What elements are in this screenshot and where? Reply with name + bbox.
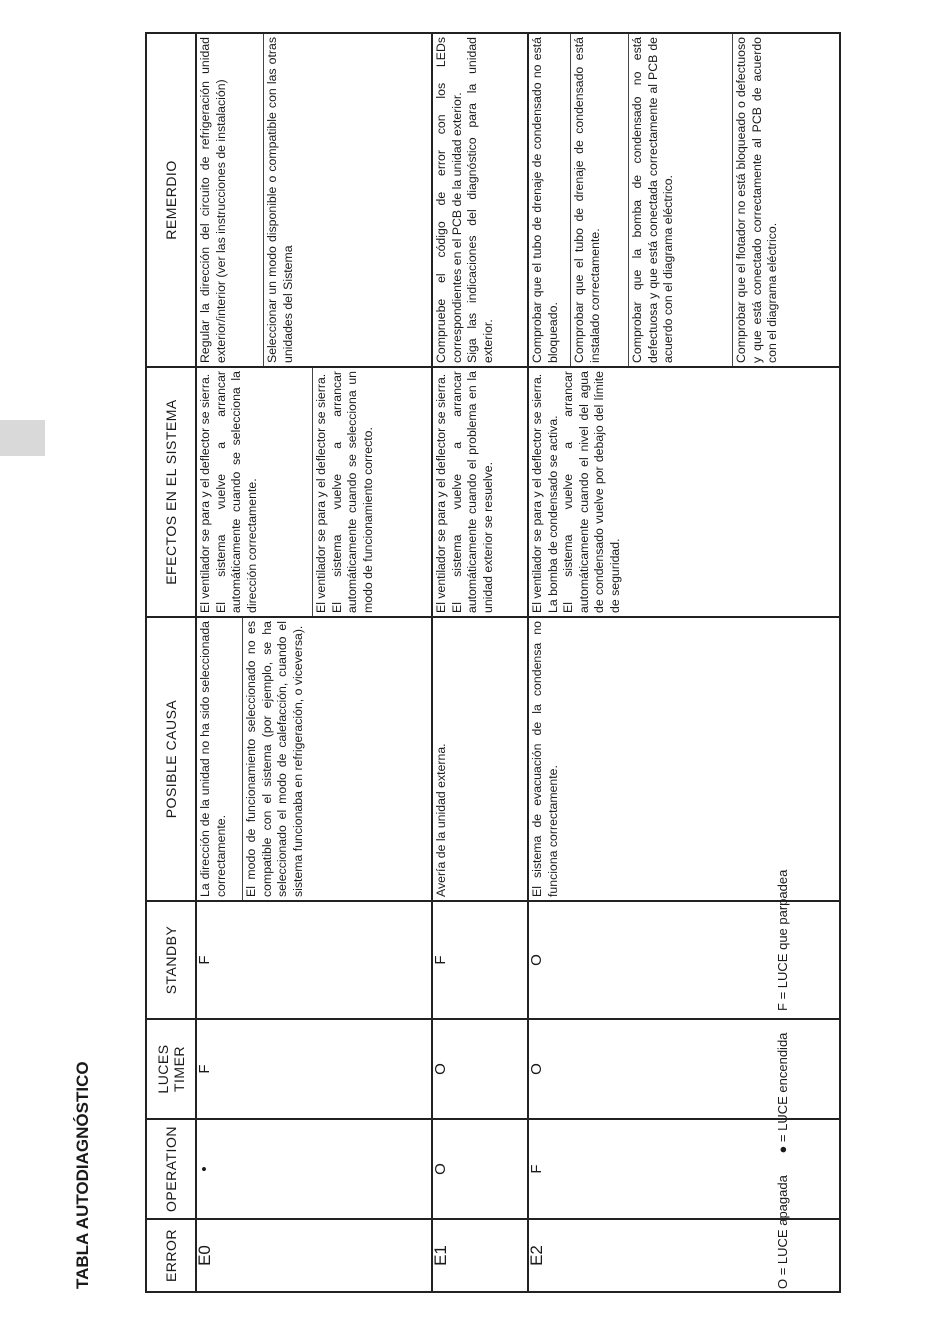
remedy-text: Comprobar que la bomba de condensado no está defectuosa y que está conectada correctamente al PCB de acuerdo con el diagrama eléctrico. [628, 34, 732, 366]
error-code: E0 [196, 1219, 432, 1292]
table-row [528, 33, 840, 1292]
cause-text: El sistema de evacuación de la condensa no funciona correctamente. [530, 621, 560, 897]
header-row [146, 33, 196, 1292]
led-standby: F [432, 901, 528, 1019]
header-error: ERROR [146, 1219, 196, 1292]
cause-text: Avería de la unidad externa. [434, 743, 448, 897]
legend [775, 852, 790, 1289]
error-code: E2 [528, 1219, 840, 1292]
cause-cell [432, 617, 528, 901]
led-operation: F [528, 1119, 840, 1219]
remedy-cell [528, 33, 840, 367]
legend-blink: F = LUCE que parpadea [775, 869, 790, 1011]
remedy-text: Compruebe el código de error con los LEDs correspondientes en el PCB de la unidad exterior. Siga las indicaciones del diagnóstico para la unidad exterior. [434, 37, 495, 363]
led-operation: O [432, 1119, 528, 1219]
effects-text: El ventilador se para y el deflector se sierra. La bomba de condensado se activa. El sistema vuelve a arrancar automáticamente cuando el nivel del agua de condensado vuelve por debajo del límite de seguridad. [530, 371, 622, 613]
effects-cell [196, 367, 432, 617]
diagnostic-table [145, 32, 841, 1293]
table-row [432, 33, 528, 1292]
error-code: E1 [432, 1219, 528, 1292]
led-standby: F [196, 901, 432, 1019]
remedy-text: Comprobar que el tubo de drenaje de condensado no está bloqueado. [530, 37, 560, 363]
remedy-text: Seleccionar un modo disponible o compatible con las otras unidades del Sistema [263, 34, 298, 366]
header-operation: OPERATION [146, 1119, 196, 1219]
led-operation: • [196, 1119, 432, 1219]
header-causa: POSIBLE CAUSA [146, 617, 196, 901]
remedy-text: Comprobar que el flotador no está bloqueado o defectuoso y que está conectado correctamente al PCB de acuerdo con el diagrama eléctrico. [732, 34, 783, 366]
remedy-text: Comprobar que el tubo de drenaje de condensado está instalado correctamente. [570, 34, 628, 366]
led-standby: O [528, 901, 840, 1019]
header-luces-timer-label: LUCES TIMER [155, 1044, 187, 1094]
page-title: TABLA AUTODIAGNÓSTICO [73, 1061, 92, 1289]
cause-cell [196, 617, 432, 901]
legend-on: ● = LUCE encendida [775, 1032, 790, 1154]
header-standby: STANDBY [146, 901, 196, 1019]
effects-cell [432, 367, 528, 617]
table-row [196, 33, 432, 1292]
header-luces-timer [146, 1019, 196, 1119]
effects-text: El ventilador se para y el deflector se sierra. El sistema vuelve a arrancar automáticamente cuando se selecciona un modo de funcionamiento correcto. [312, 368, 378, 616]
remedy-cell [196, 33, 432, 367]
header-efectos: EFECTOS EN EL SISTEMA [146, 367, 196, 617]
led-timer: F [196, 1019, 432, 1119]
legend-off: O = LUCE apagada [775, 1175, 790, 1289]
cause-text: La dirección de la unidad no ha sido seleccionada correctamente. [198, 621, 228, 897]
remedy-text: Regular la dirección del circuito de refrigeración unidad exterior/interior (ver las instrucciones de instalación) [198, 37, 228, 363]
led-timer: O [528, 1019, 840, 1119]
header-remedio: REMERDIO [146, 33, 196, 367]
remedy-cell [432, 33, 528, 367]
cause-text: El modo de funcionamiento seleccionado no es compatible con el sistema (por ejemplo, se ha seleccionado el modo de calefacción, cuando el sistema funcionaba en refrigeración, o viceversa). [242, 618, 308, 900]
effects-text: El ventilador se para y el deflector se sierra. El sistema vuelve a arrancar automáticamente cuando se selecciona la dirección correctamente. [198, 371, 259, 613]
effects-cell [528, 367, 840, 617]
led-timer: O [432, 1019, 528, 1119]
cause-cell [528, 617, 840, 901]
effects-text: El ventilador se para y el deflector se sierra. El sistema vuelve a arrancar automáticamente cuando el problema en la unidad exterior se resuelve. [434, 371, 495, 613]
